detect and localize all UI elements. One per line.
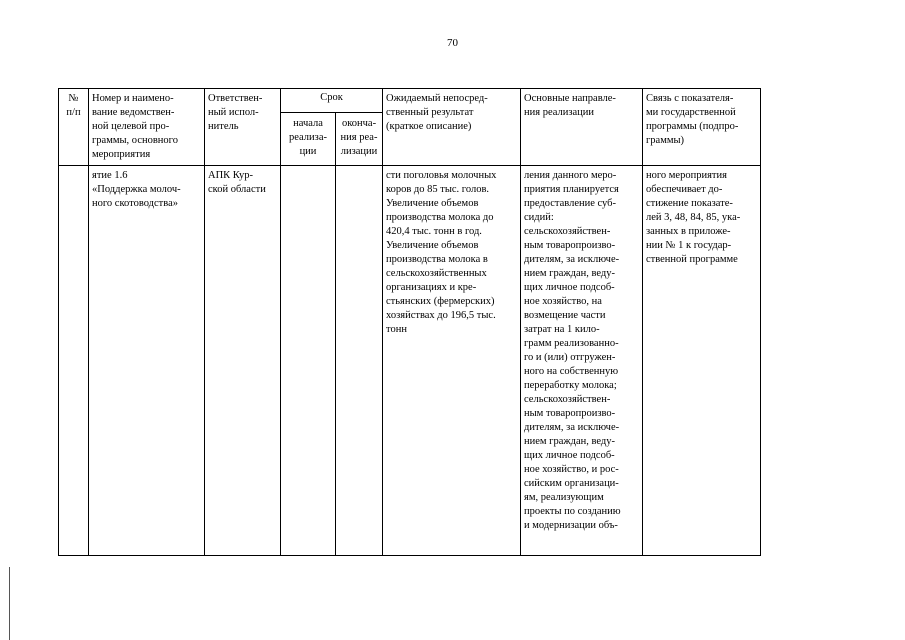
- header-term: Срок: [281, 89, 383, 113]
- cell-directions: ления данного меро- приятия планируется предоставление суб- сидий: сельскохозяйствен- ным товаропроизво- дителям, за исключе- нием граждан, веду- щих личное подсоб- ное хозяйство, на возмещение части затрат на 1 кило- грамм реализованно- го и (или) отгружен- ного на собственную переработку молока; сельскохозяйствен- ным товаропроизво- дителям, за исключе- нием граждан, веду- щих личное подсоб- ное хозяйство, и рос- сийским организаци- ям, реализующим проекты по созданию и модернизации объ-: [521, 166, 643, 556]
- header-link: Связь с показателя- ми государственной программы (подпро- граммы): [643, 89, 761, 166]
- cell-term-start: [281, 166, 336, 556]
- header-num: № п/п: [59, 89, 89, 166]
- header-responsible: Ответствен- ный испол- нитель: [205, 89, 281, 166]
- header-term-end: оконча- ния реа- лизации: [336, 113, 383, 166]
- header-directions: Основные направле- ния реализации: [521, 89, 643, 166]
- table-header-row: [59, 89, 761, 113]
- cell-expected-result: сти поголовья молочных коров до 85 тыс. голов. Увеличение объемов производства молока до 420,4 тыс. тонн в год. Увеличение объемов производства молока в сельскохозяйственных организациях и кре- стьянских (фермерских) хозяйствах до 196,5 тыс. тонн: [383, 166, 521, 556]
- cell-term-end: [336, 166, 383, 556]
- table-row: [59, 166, 761, 556]
- cell-link: ного мероприятия обеспечивает до- стижение показате- лей 3, 48, 84, 85, ука- занных в приложе- нии № 1 к государ- ственной программе: [643, 166, 761, 556]
- cell-num: [59, 166, 89, 556]
- header-name: Номер и наимено- вание ведомствен- ной целевой про- граммы, основного мероприятия: [89, 89, 205, 166]
- scan-edge-line: [9, 567, 10, 640]
- header-expected-result: Ожидаемый непосред- ственный результат (краткое описание): [383, 89, 521, 166]
- cell-responsible: АПК Кур- ской области: [205, 166, 281, 556]
- cell-name: ятие 1.6 «Поддержка молоч- ного скотоводства»: [89, 166, 205, 556]
- header-term-start: начала реализа- ции: [281, 113, 336, 166]
- page-number: 70: [447, 37, 458, 49]
- program-table: [58, 88, 761, 556]
